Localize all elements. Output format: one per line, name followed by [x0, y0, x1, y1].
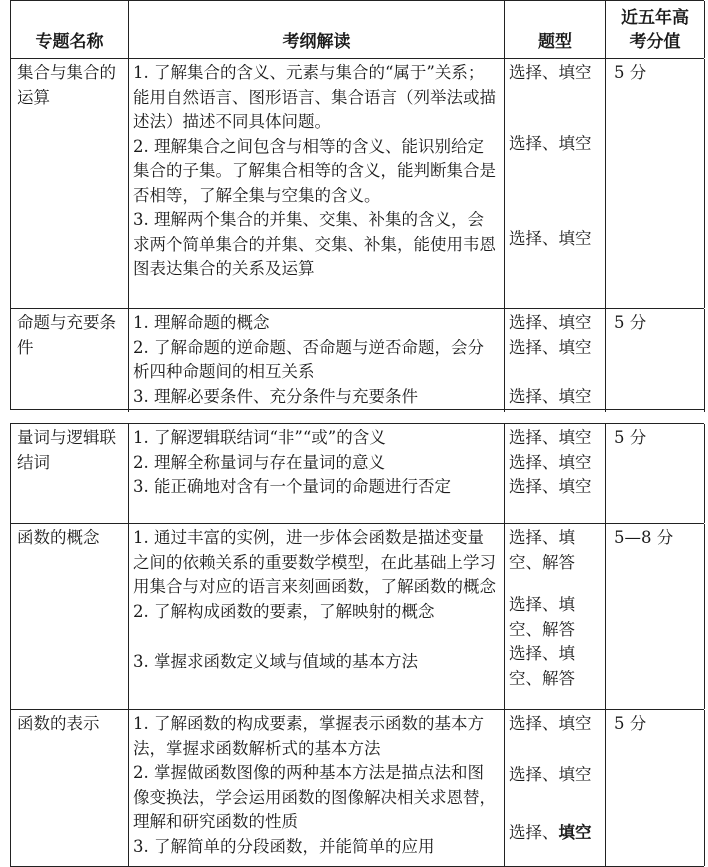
outline-point: 2. 掌握做函数图像的两种基本方法是描点法和图像变换法，学会运用函数的图像解决相关求恩替，理解和研究函数的性质 — [133, 763, 496, 831]
question-type-bold: 填空 — [558, 823, 592, 842]
table-row — [10, 59, 704, 309]
question-type: 选择、填空 — [509, 313, 592, 332]
outline-point: 1. 理解命题的概念 — [133, 313, 270, 332]
topic-cell: 函数的表示 — [11, 710, 129, 866]
outline-point: 2. 了解命题的逆命题、否命题与逆否命题，会分析四种命题间的相互关系 — [133, 337, 484, 381]
table-row — [10, 524, 704, 710]
header-type: 题型 — [505, 1, 606, 58]
outline-point: 2. 了解构成函数的要素，了解映射的概念 — [133, 601, 435, 621]
type-cell — [505, 524, 606, 709]
score-cell: 5 分 — [606, 710, 705, 866]
table-break — [10, 410, 704, 423]
type-cell — [505, 59, 606, 308]
question-type: 选择、填空 — [509, 477, 592, 496]
question-type: 选择、填空 — [509, 229, 592, 248]
header-outline: 考纲解读 — [129, 1, 505, 58]
outline-point: 3. 理解两个集合的并集、交集、补集的含义，会求两个简单集合的并集、交集、补集，能使用韦恩图表达集合的关系及运算 — [133, 210, 496, 278]
question-type: 选择、填空 — [509, 714, 592, 733]
score-cell: 5 分 — [606, 59, 705, 308]
table-row — [10, 309, 704, 410]
outline-cell — [129, 59, 505, 308]
table-row — [10, 710, 704, 867]
question-type: 选择、填空 — [509, 452, 592, 472]
question-type: 选择、填空、解答 — [509, 528, 575, 572]
type-cell — [505, 710, 606, 866]
question-type: 选择、填空 — [509, 63, 592, 82]
header-topic: 专题名称 — [11, 1, 129, 58]
outline-point: 1. 了解函数的构成要素，掌握表示函数的基本方法，掌握求函数解析式的基本方法 — [133, 714, 484, 758]
outline-point: 1. 了解集合的含义、元素与集合的“属于”关系；能用自然语言、图形语言、集合语言（列举法或描述法）描述不同具体问题。 — [133, 63, 496, 131]
question-type: 选择、填空 — [509, 387, 592, 406]
question-type: 选择、填空 — [509, 428, 592, 447]
table-row — [10, 423, 704, 524]
topic-cell: 集合与集合的运算 — [11, 59, 129, 308]
outline-point: 3. 掌握求函数定义域与值域的基本方法 — [133, 652, 418, 671]
question-type: 选择、填空、解答 — [509, 644, 575, 688]
score-cell: 5—8 分 — [606, 524, 705, 709]
outline-cell — [129, 424, 505, 523]
outline-point: 2. 理解全称量词与存在量词的意义 — [133, 452, 385, 472]
outline-point: 3. 理解必要条件、充分条件与充要条件 — [133, 386, 418, 406]
question-type-prefix: 选择、 — [509, 823, 559, 842]
question-type — [509, 821, 601, 846]
outline-point: 3. 能正确地对含有一个量词的命题进行否定 — [133, 477, 451, 496]
question-type: 选择、填空 — [509, 764, 592, 784]
outline-point: 3. 了解简单的分段函数，并能简单的应用 — [133, 836, 435, 856]
score-cell: 5 分 — [606, 309, 705, 412]
topic-cell: 函数的概念 — [11, 524, 129, 709]
header-score: 近五年高考分值 — [606, 1, 705, 58]
outline-cell — [129, 309, 505, 412]
score-cell: 5 分 — [606, 424, 705, 523]
table-header-row — [10, 0, 704, 59]
topic-cell: 命题与充要条件 — [11, 309, 129, 412]
type-cell — [505, 424, 606, 523]
syllabus-table — [10, 0, 704, 867]
question-type: 选择、填空 — [509, 133, 592, 153]
question-type: 选择、填空 — [509, 337, 592, 357]
question-type: 选择、填空、解答 — [509, 595, 575, 639]
outline-cell — [129, 524, 505, 709]
outline-point: 1. 了解逻辑联结词“非”“或”的含义 — [133, 428, 386, 447]
outline-cell — [129, 710, 505, 866]
outline-point: 1. 通过丰富的实例，进一步体会函数是描述变量之间的依赖关系的重要数学模型，在此基础上学习用集合与对应的语言来刻画函数，了解函数的概念 — [133, 528, 496, 596]
topic-cell: 量词与逻辑联结词 — [11, 424, 129, 523]
type-cell — [505, 309, 606, 412]
outline-point: 2. 理解集合之间包含与相等的含义、能识别给定集合的子集。了解集合相等的含义，能判断集合是否相等，了解全集与空集的含义。 — [133, 136, 496, 205]
